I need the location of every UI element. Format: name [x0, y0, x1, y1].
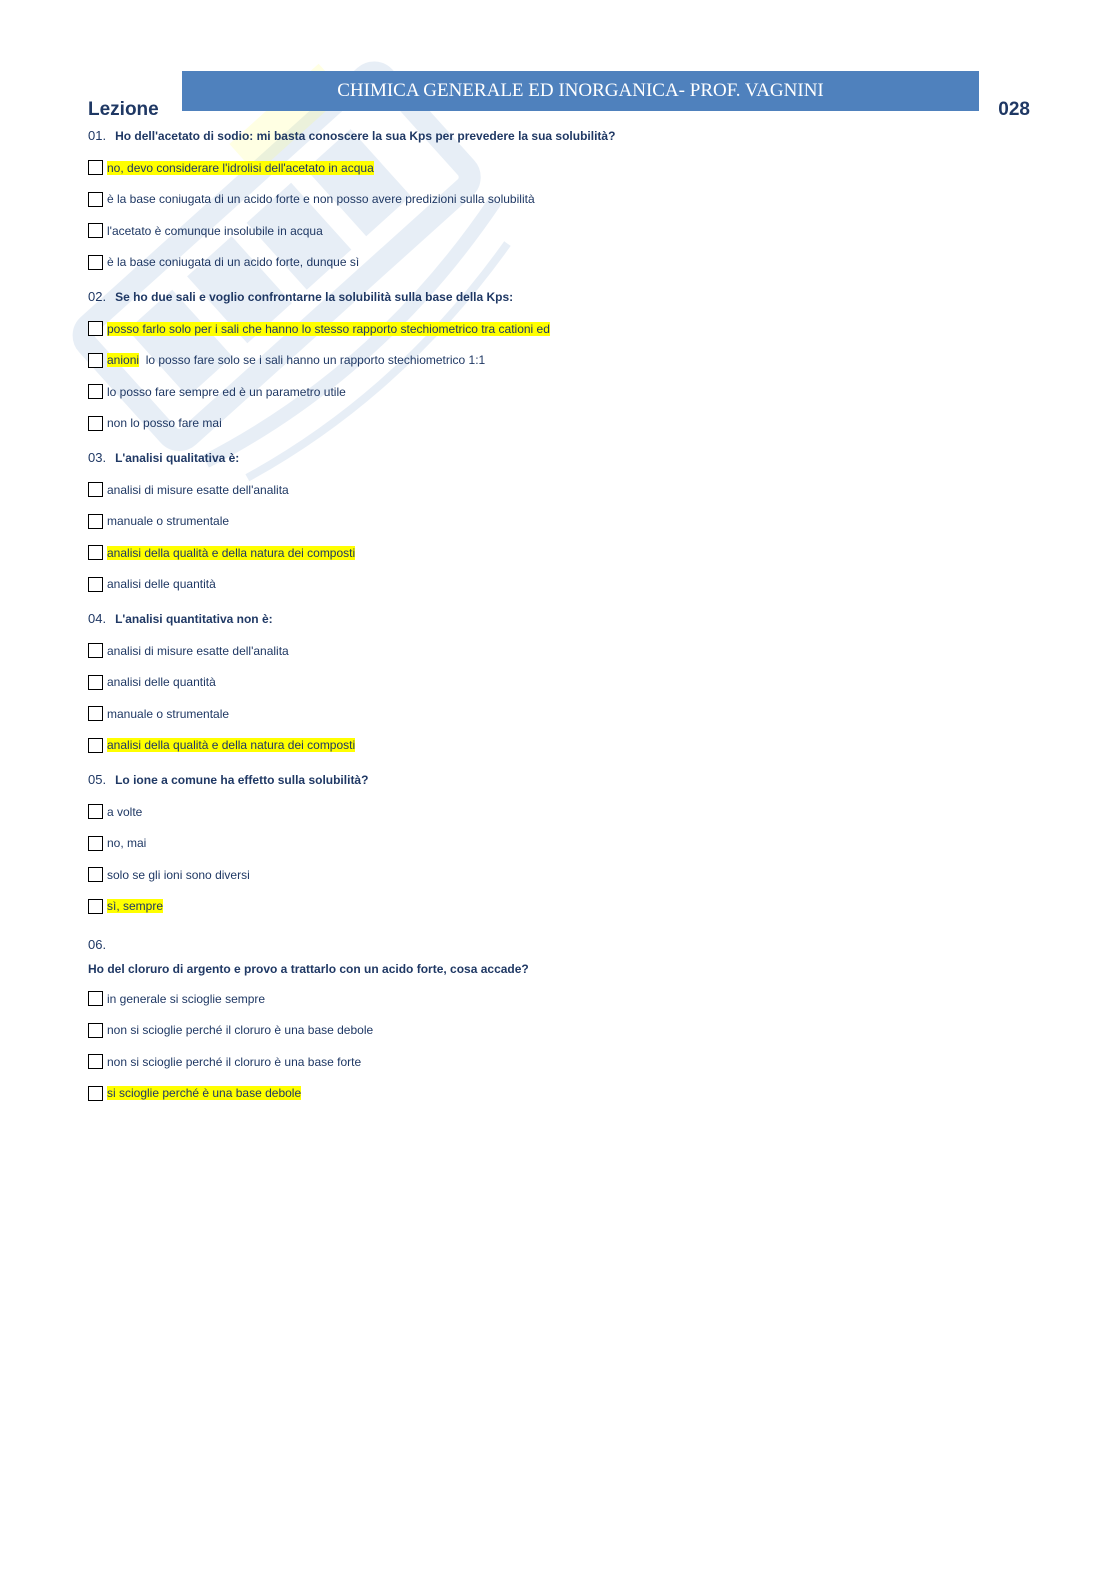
answer-text: manuale o strumentale	[107, 706, 230, 721]
answer-option[interactable]	[88, 506, 988, 538]
checkbox[interactable]	[88, 804, 103, 819]
checkbox[interactable]	[88, 836, 103, 851]
question-header	[88, 128, 988, 152]
answer-option[interactable]	[88, 474, 988, 506]
checkbox[interactable]	[88, 1023, 103, 1038]
question-number: 05.	[88, 772, 107, 787]
question-header	[88, 933, 988, 983]
question-text: L'analisi qualitativa è:	[115, 451, 240, 465]
answer-text: non si scioglie perché il cloruro è una base debole	[107, 1023, 374, 1038]
answer-option[interactable]	[88, 408, 988, 440]
question-header	[88, 611, 988, 635]
question-header	[88, 289, 988, 313]
answer-option[interactable]	[88, 215, 988, 247]
answer-text: a volte	[107, 804, 143, 819]
answer-text-correct: si scioglie perché è una base debole	[107, 1086, 302, 1101]
quiz-content	[88, 128, 988, 1120]
checkbox[interactable]	[88, 643, 103, 658]
answer-text-correct-continued: anioni	[107, 353, 140, 368]
answer-text: no, mai	[107, 836, 147, 851]
answer-option[interactable]	[88, 891, 988, 923]
checkbox[interactable]	[88, 384, 103, 399]
answer-option[interactable]	[88, 569, 988, 601]
checkbox[interactable]	[88, 1054, 103, 1069]
answer-text-rest: lo posso fare solo se i sali hanno un rapporto stechiometrico 1:1	[139, 353, 486, 368]
course-title-bar: CHIMICA GENERALE ED INORGANICA- PROF. VAGNINI	[182, 71, 979, 111]
checkbox[interactable]	[88, 577, 103, 592]
question-number: 06.	[88, 937, 107, 952]
answer-option[interactable]	[88, 1078, 988, 1110]
question-header	[88, 772, 988, 796]
checkbox[interactable]	[88, 738, 103, 753]
lesson-number: 028	[998, 99, 1030, 120]
question-03	[88, 450, 988, 600]
checkbox[interactable]	[88, 255, 103, 270]
question-number: 03.	[88, 450, 107, 465]
answer-text: lo posso fare sempre ed è un parametro utile	[107, 384, 346, 399]
answer-option[interactable]	[88, 698, 988, 730]
answer-text: l'acetato è comunque insolubile in acqua	[107, 223, 323, 238]
answer-text: non lo posso fare mai	[107, 416, 222, 431]
answer-text: in generale si scioglie sempre	[107, 991, 266, 1006]
answer-option[interactable]	[88, 828, 988, 860]
answer-text-correct: sì, sempre	[107, 899, 164, 914]
question-number: 02.	[88, 289, 107, 304]
answer-text-correct: analisi della qualità e della natura dei composti	[107, 738, 356, 753]
answer-option[interactable]	[88, 796, 988, 828]
question-text: L'analisi quantitativa non è:	[115, 612, 273, 626]
checkbox[interactable]	[88, 321, 103, 336]
question-05	[88, 772, 988, 922]
answer-option[interactable]	[88, 859, 988, 891]
question-number: 04.	[88, 611, 107, 626]
answer-option[interactable]	[88, 635, 988, 667]
question-number: 01.	[88, 128, 107, 143]
question-02	[88, 289, 988, 439]
answer-option[interactable]	[88, 376, 988, 408]
answer-text-correct: analisi della qualità e della natura dei composti	[107, 545, 356, 560]
checkbox[interactable]	[88, 899, 103, 914]
answer-text: manuale o strumentale	[107, 514, 230, 529]
question-text: Se ho due sali e voglio confrontarne la solubilità sulla base della Kps:	[115, 290, 514, 304]
answer-option[interactable]	[88, 1046, 988, 1078]
answer-option[interactable]	[88, 247, 988, 279]
answer-option[interactable]	[88, 667, 988, 699]
answer-option[interactable]	[88, 730, 988, 762]
answer-text: non si scioglie perché il cloruro è una base forte	[107, 1054, 362, 1069]
checkbox[interactable]	[88, 223, 103, 238]
checkbox[interactable]	[88, 482, 103, 497]
question-text: Ho del cloruro di argento e provo a trattarlo con un acido forte, cosa accade?	[88, 962, 529, 976]
answer-text: è la base coniugata di un acido forte, dunque sì	[107, 255, 360, 270]
answer-option[interactable]	[88, 537, 988, 569]
checkbox[interactable]	[88, 675, 103, 690]
checkbox[interactable]	[88, 192, 103, 207]
answer-option[interactable]	[88, 152, 988, 184]
question-06	[88, 933, 988, 1109]
answer-option[interactable]	[88, 1015, 988, 1047]
checkbox[interactable]	[88, 991, 103, 1006]
answer-text: analisi di misure esatte dell'analita	[107, 643, 289, 658]
question-text: Ho dell'acetato di sodio: mi basta conoscere la sua Kps per prevedere la sua solubilità?	[115, 129, 616, 143]
answer-option[interactable]	[88, 313, 988, 345]
lesson-label: Lezione	[88, 99, 159, 120]
answer-text: analisi delle quantità	[107, 577, 216, 592]
answer-option[interactable]	[88, 345, 988, 377]
checkbox[interactable]	[88, 416, 103, 431]
checkbox[interactable]	[88, 353, 103, 368]
answer-text: è la base coniugata di un acido forte e non posso avere predizioni sulla solubilità	[107, 192, 535, 207]
answer-text: solo se gli ioni sono diversi	[107, 867, 250, 882]
checkbox[interactable]	[88, 160, 103, 175]
answer-option[interactable]	[88, 184, 988, 216]
question-01	[88, 128, 988, 278]
checkbox[interactable]	[88, 706, 103, 721]
checkbox[interactable]	[88, 514, 103, 529]
answer-text-correct: no, devo considerare l'idrolisi dell'acetato in acqua	[107, 160, 374, 175]
answer-text-correct: posso farlo solo per i sali che hanno lo stesso rapporto stechiometrico tra cationi ed	[107, 321, 550, 336]
question-text: Lo ione a comune ha effetto sulla solubilità?	[115, 773, 369, 787]
answer-text: analisi delle quantità	[107, 675, 216, 690]
checkbox[interactable]	[88, 867, 103, 882]
question-header	[88, 450, 988, 474]
checkbox[interactable]	[88, 1086, 103, 1101]
answer-text: analisi di misure esatte dell'analita	[107, 482, 289, 497]
question-04	[88, 611, 988, 761]
answer-option[interactable]	[88, 983, 988, 1015]
checkbox[interactable]	[88, 545, 103, 560]
answer-text	[107, 353, 485, 367]
